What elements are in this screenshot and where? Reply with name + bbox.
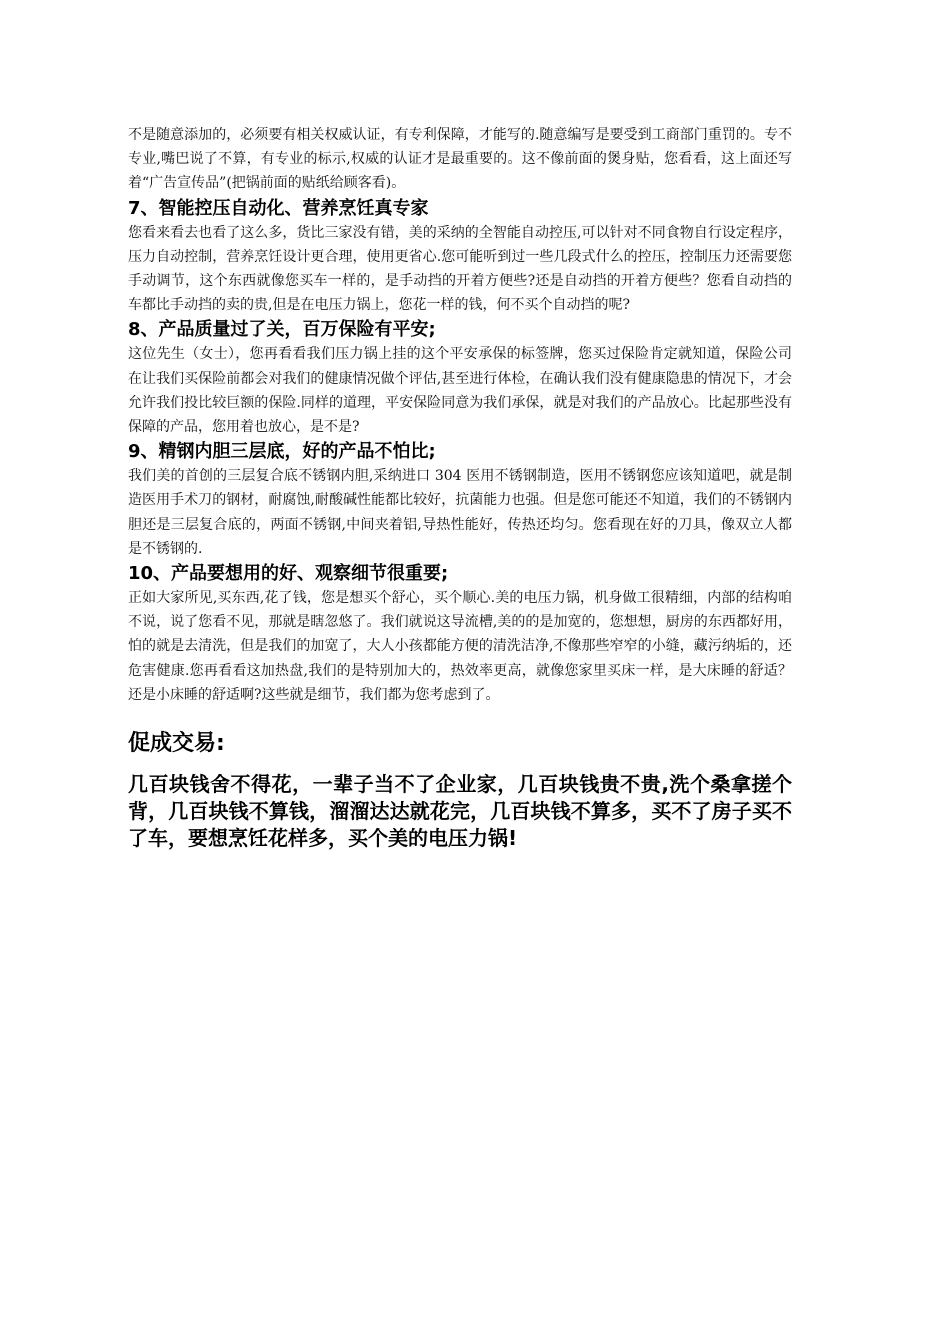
closing-title: 促成交易: <box>128 731 225 757</box>
section-heading-10: 10、产品要想用的好、观察细节很重要; <box>128 563 449 585</box>
section-body-8: 这位先生（女士），您再看看我们压力锅上挂的这个平安承保的标签牌，您买过保险肯定就知道，保险公司在让我们买保险前都会对我们的健康情况做个评估,甚至进行体检，在确认我们没有健康隐患的情况下，才会允许我们投比较巨额的保险.同样的道理，平安保险同意为我们承保，就是对我们的产品放心。比起那些没有保障的产品，您用着也放心，是不是? <box>128 346 792 436</box>
section-body-10: 正如大家所见,买东西,花了钱，您是想买个舒心，买个顺心.美的电压力锅，机身做工很精细，内部的结构咱不说，说了您看不见，那就是瞎忽悠了。我们就说这导流槽,美的的是加宽的，您想想，厨房的东西都好用，怕的就是去清洗，但是我们的加宽了，大人小孩都能方便的清洗洁净,不像那些窄窄的小缝，藏污纳垢的，还危害健康.您再看看这加热盘,我们的是特别加大的，热效率更高，就像您家里买床一样，是大床睡的舒适？还是小床睡的舒适啊?这些就是细节，我们都为您考虑到了。 <box>128 590 792 703</box>
document-content <box>128 123 792 852</box>
section-heading-9: 9、精钢内胆三层底，好的产品不怕比; <box>128 441 436 463</box>
section-body-9: 我们美的首创的三层复合底不锈钢内胆,采纳进口 304 医用不锈钢制造，医用不锈钢您应该知道吧，就是制造医用手术刀的钢材，耐腐蚀,耐酸碱性能都比较好，抗菌能力也强。但是您可能还不知道，我们的不锈钢内胆还是三层复合底的，两面不锈钢,中间夹着铝,导热性能好，传热还均匀。您看现在好的刀具，像双立人都是不锈钢的. <box>128 468 792 557</box>
intro-paragraph: 不是随意添加的，必须要有相关权威认证，有专利保障，才能写的.随意编写是要受到工商部门重罚的。专不专业,嘴巴说了不算，有专业的标示,权威的认证才是最重要的。这不像前面的煲身贴，您看看，这上面还写着“广告宣传品”(把锅前面的贴纸给顾客看)。 <box>128 127 792 192</box>
section-heading-8: 8、产品质量过了关，百万保险有平安; <box>128 319 436 341</box>
closing-text: 几百块钱舍不得花，一辈子当不了企业家，几百块钱贵不贵,洗个桑拿搓个背，几百块钱不算钱，溜溜达达就花完，几百块钱不算多，买不了房子买不了车，要想烹饪花样多，买个美的电压力锅! <box>128 772 792 851</box>
section-body-7: 您看来看去也看了这么多，货比三家没有错，美的采纳的全智能自动控压,可以针对不同食物自行设定程序，压力自动控制，营养烹饪设计更合理，使用更省心.您可能听到过一些几段式什么的控压，控制压力还需要您手动调节，这个东西就像您买车一样的，是手动挡的开着方便些?还是自动挡的开着方便些？您看自动挡的车都比手动挡的卖的贵,但是在电压力锅上，您花一样的钱，何不买个自动挡的呢? <box>128 224 792 314</box>
section-heading-7: 7、智能控压自动化、营养烹饪真专家 <box>128 197 429 219</box>
